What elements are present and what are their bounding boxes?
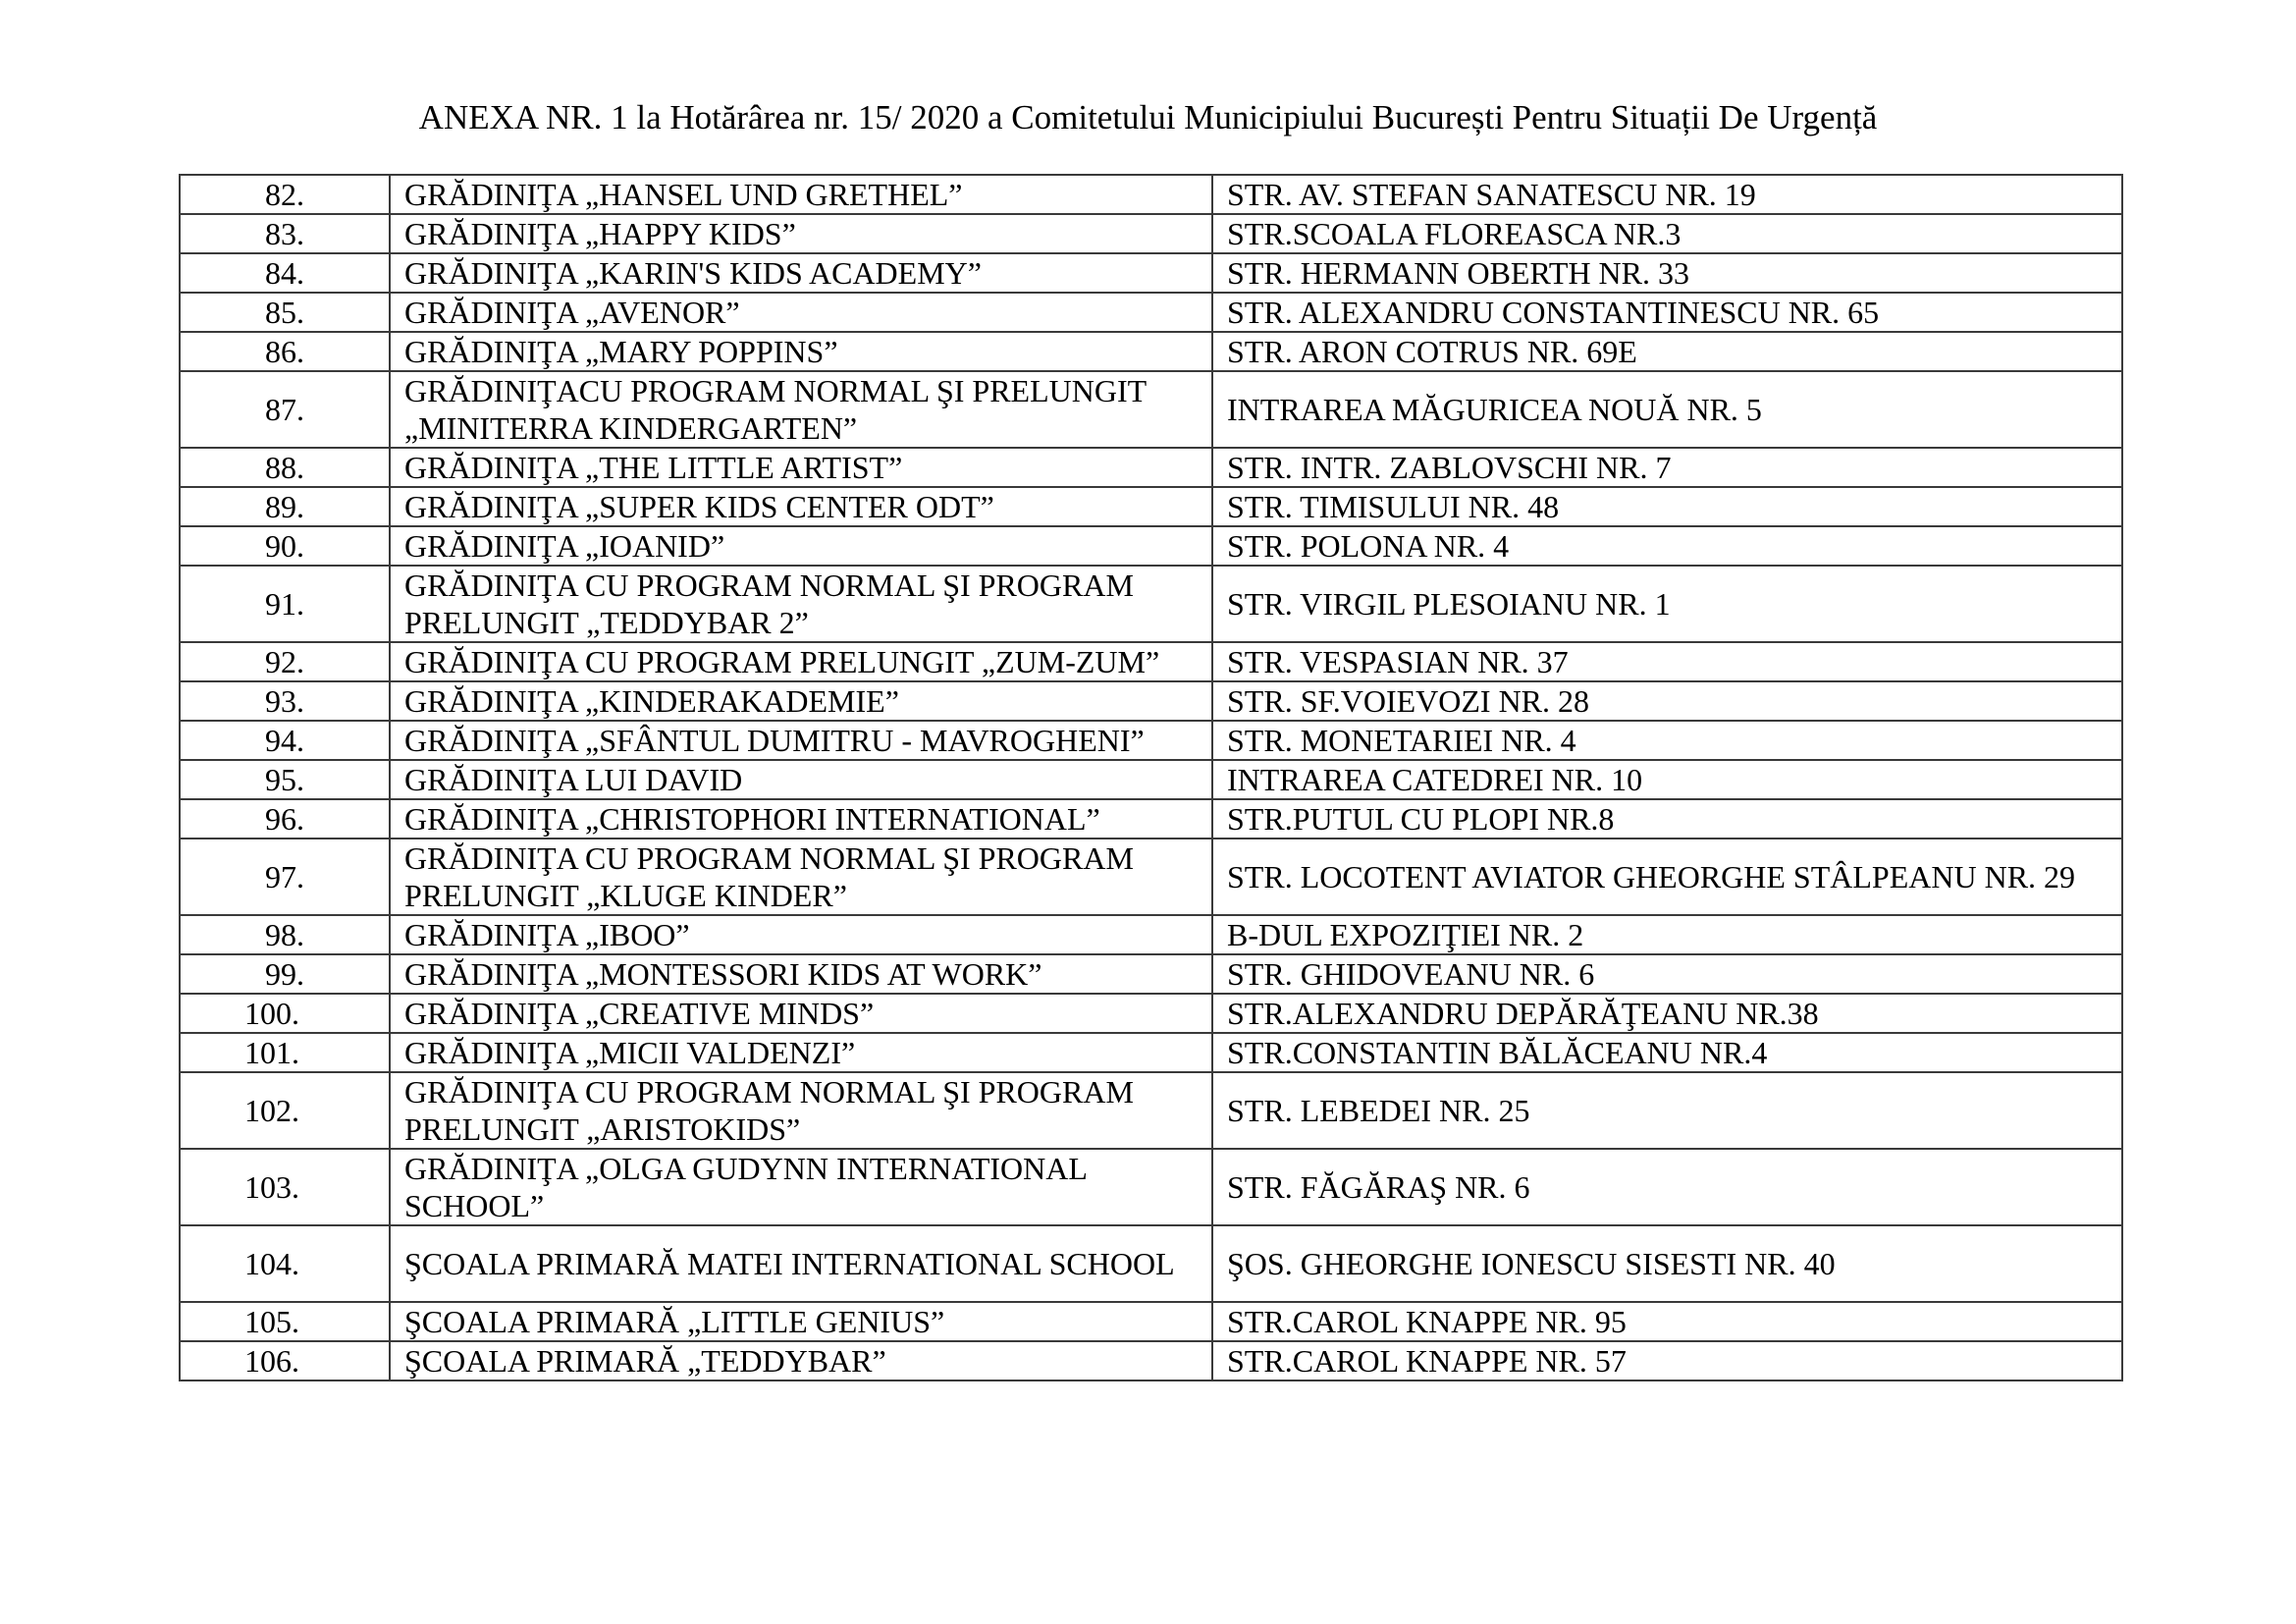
institution-address: STR. MONETARIEI NR. 4 [1212, 721, 2122, 760]
institution-address: B-DUL EXPOZIŢIEI NR. 2 [1212, 915, 2122, 954]
institution-name: GRĂDINIŢA „HAPPY KIDS” [390, 214, 1212, 253]
table-row [180, 175, 2122, 214]
row-number: 92. [180, 642, 390, 681]
row-number: 91. [180, 566, 390, 642]
institution-name: GRĂDINIŢA „HANSEL UND GRETHEL” [390, 175, 1212, 214]
institution-name: ŞCOALA PRIMARĂ „LITTLE GENIUS” [390, 1302, 1212, 1341]
row-number: 104. [180, 1225, 390, 1302]
institution-name: GRĂDINIŢA CU PROGRAM NORMAL ŞI PROGRAM PRELUNGIT „ARISTOKIDS” [390, 1072, 1212, 1149]
institution-name: GRĂDINIŢA LUI DAVID [390, 760, 1212, 799]
row-number: 97. [180, 839, 390, 915]
institution-name: GRĂDINIŢA „MICII VALDENZI” [390, 1033, 1212, 1072]
institution-name: GRĂDINIŢA „MARY POPPINS” [390, 332, 1212, 371]
institution-address: STR. VIRGIL PLESOIANU NR. 1 [1212, 566, 2122, 642]
document-title: ANEXA NR. 1 la Hotărârea nr. 15/ 2020 a Comitetului Municipiului București Pentru Situații De Urgență [418, 98, 1878, 136]
row-number: 93. [180, 681, 390, 721]
institution-address: STR.PUTUL CU PLOPI NR.8 [1212, 799, 2122, 839]
table-row [180, 839, 2122, 915]
institution-name: GRĂDINIŢA „CREATIVE MINDS” [390, 994, 1212, 1033]
institution-name: GRĂDINIŢA „KARIN'S KIDS ACADEMY” [390, 253, 1212, 293]
institution-address: STR. HERMANN OBERTH NR. 33 [1212, 253, 2122, 293]
institution-address: STR. LEBEDEI NR. 25 [1212, 1072, 2122, 1149]
institution-address: STR.CAROL KNAPPE NR. 57 [1212, 1341, 2122, 1380]
schools-table [179, 174, 2123, 1381]
table-row [180, 487, 2122, 526]
institution-name: GRĂDINIŢA „IOANID” [390, 526, 1212, 566]
table-row [180, 642, 2122, 681]
institution-address: STR. FĂGĂRAŞ NR. 6 [1212, 1149, 2122, 1225]
institution-name: GRĂDINIŢA „CHRISTOPHORI INTERNATIONAL” [390, 799, 1212, 839]
institution-name: GRĂDINIŢA „OLGA GUDYNN INTERNATIONAL SCHOOL” [390, 1149, 1212, 1225]
row-number: 102. [180, 1072, 390, 1149]
institution-name: ŞCOALA PRIMARĂ „TEDDYBAR” [390, 1341, 1212, 1380]
institution-name: GRĂDINIŢA „IBOO” [390, 915, 1212, 954]
table-row [180, 371, 2122, 448]
row-number: 89. [180, 487, 390, 526]
table-row [180, 526, 2122, 566]
row-number: 84. [180, 253, 390, 293]
table-row [180, 293, 2122, 332]
row-number: 100. [180, 994, 390, 1033]
table-row [180, 1225, 2122, 1302]
institution-address: STR.CAROL KNAPPE NR. 95 [1212, 1302, 2122, 1341]
row-number: 103. [180, 1149, 390, 1225]
row-number: 96. [180, 799, 390, 839]
table-row [180, 332, 2122, 371]
institution-address: STR. AV. STEFAN SANATESCU NR. 19 [1212, 175, 2122, 214]
institution-address: INTRAREA MĂGURICEA NOUĂ NR. 5 [1212, 371, 2122, 448]
table-row [180, 954, 2122, 994]
institution-address: STR.ALEXANDRU DEPĂRĂŢEANU NR.38 [1212, 994, 2122, 1033]
table-row [180, 1149, 2122, 1225]
table-row [180, 681, 2122, 721]
table-row [180, 760, 2122, 799]
institution-address: STR. TIMISULUI NR. 48 [1212, 487, 2122, 526]
institution-address: STR. VESPASIAN NR. 37 [1212, 642, 2122, 681]
institution-name: GRĂDINIŢA „THE LITTLE ARTIST” [390, 448, 1212, 487]
institution-address: STR. LOCOTENT AVIATOR GHEORGHE STÂLPEANU NR. 29 [1212, 839, 2122, 915]
row-number: 90. [180, 526, 390, 566]
row-number: 83. [180, 214, 390, 253]
table-row [180, 721, 2122, 760]
table-row [180, 799, 2122, 839]
institution-address: INTRAREA CATEDREI NR. 10 [1212, 760, 2122, 799]
institution-name: GRĂDINIŢA CU PROGRAM PRELUNGIT „ZUM-ZUM” [390, 642, 1212, 681]
row-number: 85. [180, 293, 390, 332]
row-number: 106. [180, 1341, 390, 1380]
table-row [180, 448, 2122, 487]
table-row [180, 566, 2122, 642]
schools-table-body [180, 175, 2122, 1380]
row-number: 99. [180, 954, 390, 994]
institution-name: GRĂDINIŢA „MONTESSORI KIDS AT WORK” [390, 954, 1212, 994]
institution-address: STR. ALEXANDRU CONSTANTINESCU NR. 65 [1212, 293, 2122, 332]
table-row [180, 1033, 2122, 1072]
institution-address: STR. SF.VOIEVOZI NR. 28 [1212, 681, 2122, 721]
institution-address: STR. GHIDOVEANU NR. 6 [1212, 954, 2122, 994]
table-row [180, 1302, 2122, 1341]
institution-address: STR.CONSTANTIN BĂLĂCEANU NR.4 [1212, 1033, 2122, 1072]
institution-address: STR. INTR. ZABLOVSCHI NR. 7 [1212, 448, 2122, 487]
institution-name: GRĂDINIŢA CU PROGRAM NORMAL ŞI PROGRAM PRELUNGIT „TEDDYBAR 2” [390, 566, 1212, 642]
institution-name: GRĂDINIŢA „KINDERAKADEMIE” [390, 681, 1212, 721]
table-row [180, 253, 2122, 293]
row-number: 95. [180, 760, 390, 799]
institution-name: GRĂDINIŢA „AVENOR” [390, 293, 1212, 332]
institution-address: ŞOS. GHEORGHE IONESCU SISESTI NR. 40 [1212, 1225, 2122, 1302]
table-row [180, 1341, 2122, 1380]
institution-name: ŞCOALA PRIMARĂ MATEI INTERNATIONAL SCHOOL [390, 1225, 1212, 1302]
table-row [180, 1072, 2122, 1149]
row-number: 105. [180, 1302, 390, 1341]
row-number: 87. [180, 371, 390, 448]
row-number: 88. [180, 448, 390, 487]
row-number: 86. [180, 332, 390, 371]
institution-name: GRĂDINIŢA „SUPER KIDS CENTER ODT” [390, 487, 1212, 526]
row-number: 94. [180, 721, 390, 760]
row-number: 98. [180, 915, 390, 954]
institution-address: STR.SCOALA FLOREASCA NR.3 [1212, 214, 2122, 253]
institution-address: STR. POLONA NR. 4 [1212, 526, 2122, 566]
row-number: 101. [180, 1033, 390, 1072]
institution-name: GRĂDINIŢACU PROGRAM NORMAL ŞI PRELUNGIT „MINITERRA KINDERGARTEN” [390, 371, 1212, 448]
institution-name: GRĂDINIŢA CU PROGRAM NORMAL ŞI PROGRAM PRELUNGIT „KLUGE KINDER” [390, 839, 1212, 915]
table-row [180, 994, 2122, 1033]
institution-address: STR. ARON COTRUS NR. 69E [1212, 332, 2122, 371]
table-row [180, 214, 2122, 253]
row-number: 82. [180, 175, 390, 214]
table-row [180, 915, 2122, 954]
institution-name: GRĂDINIŢA „SFÂNTUL DUMITRU - MAVROGHENI” [390, 721, 1212, 760]
